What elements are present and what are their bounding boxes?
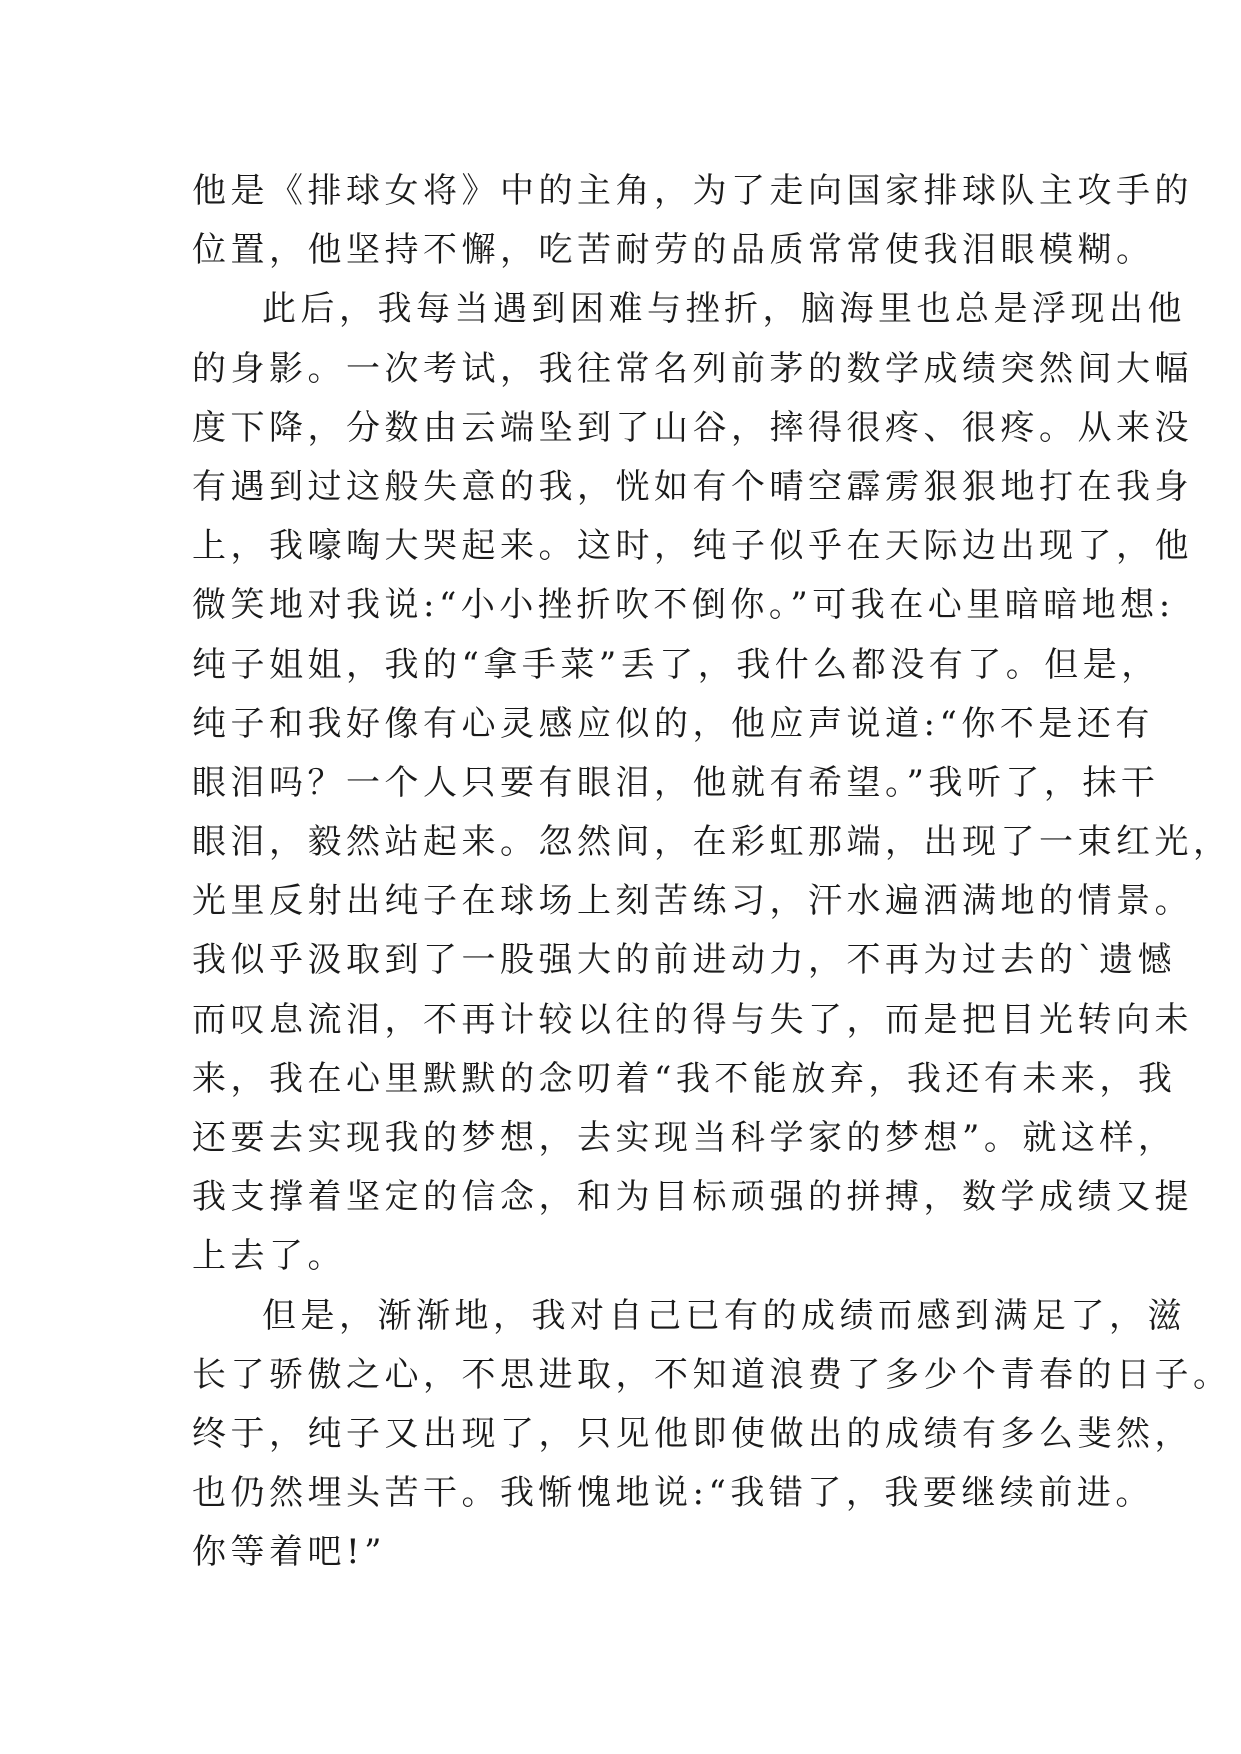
- text-line: 的身影。一次考试，我往常名列前茅的数学成绩突然间大幅: [192, 348, 1193, 389]
- text-line: 他是《排球女将》中的主角，为了走向国家排球队主攻手的: [192, 171, 1193, 211]
- text-line: 纯子和我好像有心灵感应似的，他应声说道:“你不是还有: [192, 703, 1154, 744]
- text-line: 有遇到过这般失意的我，恍如有个晴空霹雳狠狠地打在我身: [192, 466, 1193, 507]
- text-line: 位置，他坚持不懈，吃苦耐劳的品质常常使我泪眼模糊。: [192, 230, 1155, 271]
- text-line: 度下降，分数由云端坠到了山谷，摔得很疼、很疼。从来没: [192, 407, 1193, 448]
- text-line: 终于，纯子又出现了，只见他即使做出的成绩有多么斐然，: [192, 1413, 1193, 1454]
- text-line: 眼泪，毅然站起来。忽然间，在彩虹那端，出现了一束红光，: [192, 822, 1232, 863]
- text-line: 而叹息流泪，不再计较以往的得与失了，而是把目光转向未: [192, 999, 1193, 1040]
- text-line: 上去了。: [192, 1236, 346, 1277]
- text-line: 光里反射出纯子在球场上刻苦练习，汗水遍洒满地的情景。: [192, 881, 1193, 922]
- text-line: 上，我嚎啕大哭起来。这时，纯子似乎在天际边出现了，他: [192, 526, 1193, 567]
- text-line: 微笑地对我说:“小小挫折吹不倒你。”可我在心里暗暗地想:: [192, 585, 1175, 626]
- text-line: 我似乎汲取到了一股强大的前进动力，不再为过去的`遗憾: [192, 940, 1176, 981]
- text-line: 也仍然埋头苦干。我惭愧地说:“我错了，我要继续前进。: [192, 1473, 1154, 1514]
- text-line: 长了骄傲之心，不思进取，不知道浪费了多少个青春的日子。: [192, 1354, 1232, 1395]
- text-line: 纯子姐姐，我的“拿手菜”丢了，我什么都没有了。但是，: [192, 644, 1160, 685]
- text-line: 还要去实现我的梦想，去实现当科学家的梦想”。就这样，: [192, 1118, 1177, 1158]
- text-line: 你等着吧!”: [192, 1532, 387, 1573]
- text-line: 来，我在心里默默的念叨着“我不能放弃，我还有未来，我: [192, 1058, 1177, 1099]
- essay-body: [192, 162, 1232, 1583]
- paragraph-start-line: 但是，渐渐地，我对自己已有的成绩而感到满足了，滋: [262, 1295, 1186, 1336]
- paragraph-start-line: 此后，我每当遇到困难与挫折，脑海里也总是浮现出他: [262, 289, 1186, 330]
- text-line: 我支撑着坚定的信念，和为目标顽强的拼搏，数学成绩又提: [192, 1177, 1193, 1218]
- text-line: 眼泪吗？一个人只要有眼泪，他就有希望。”我听了，抹干: [192, 762, 1160, 803]
